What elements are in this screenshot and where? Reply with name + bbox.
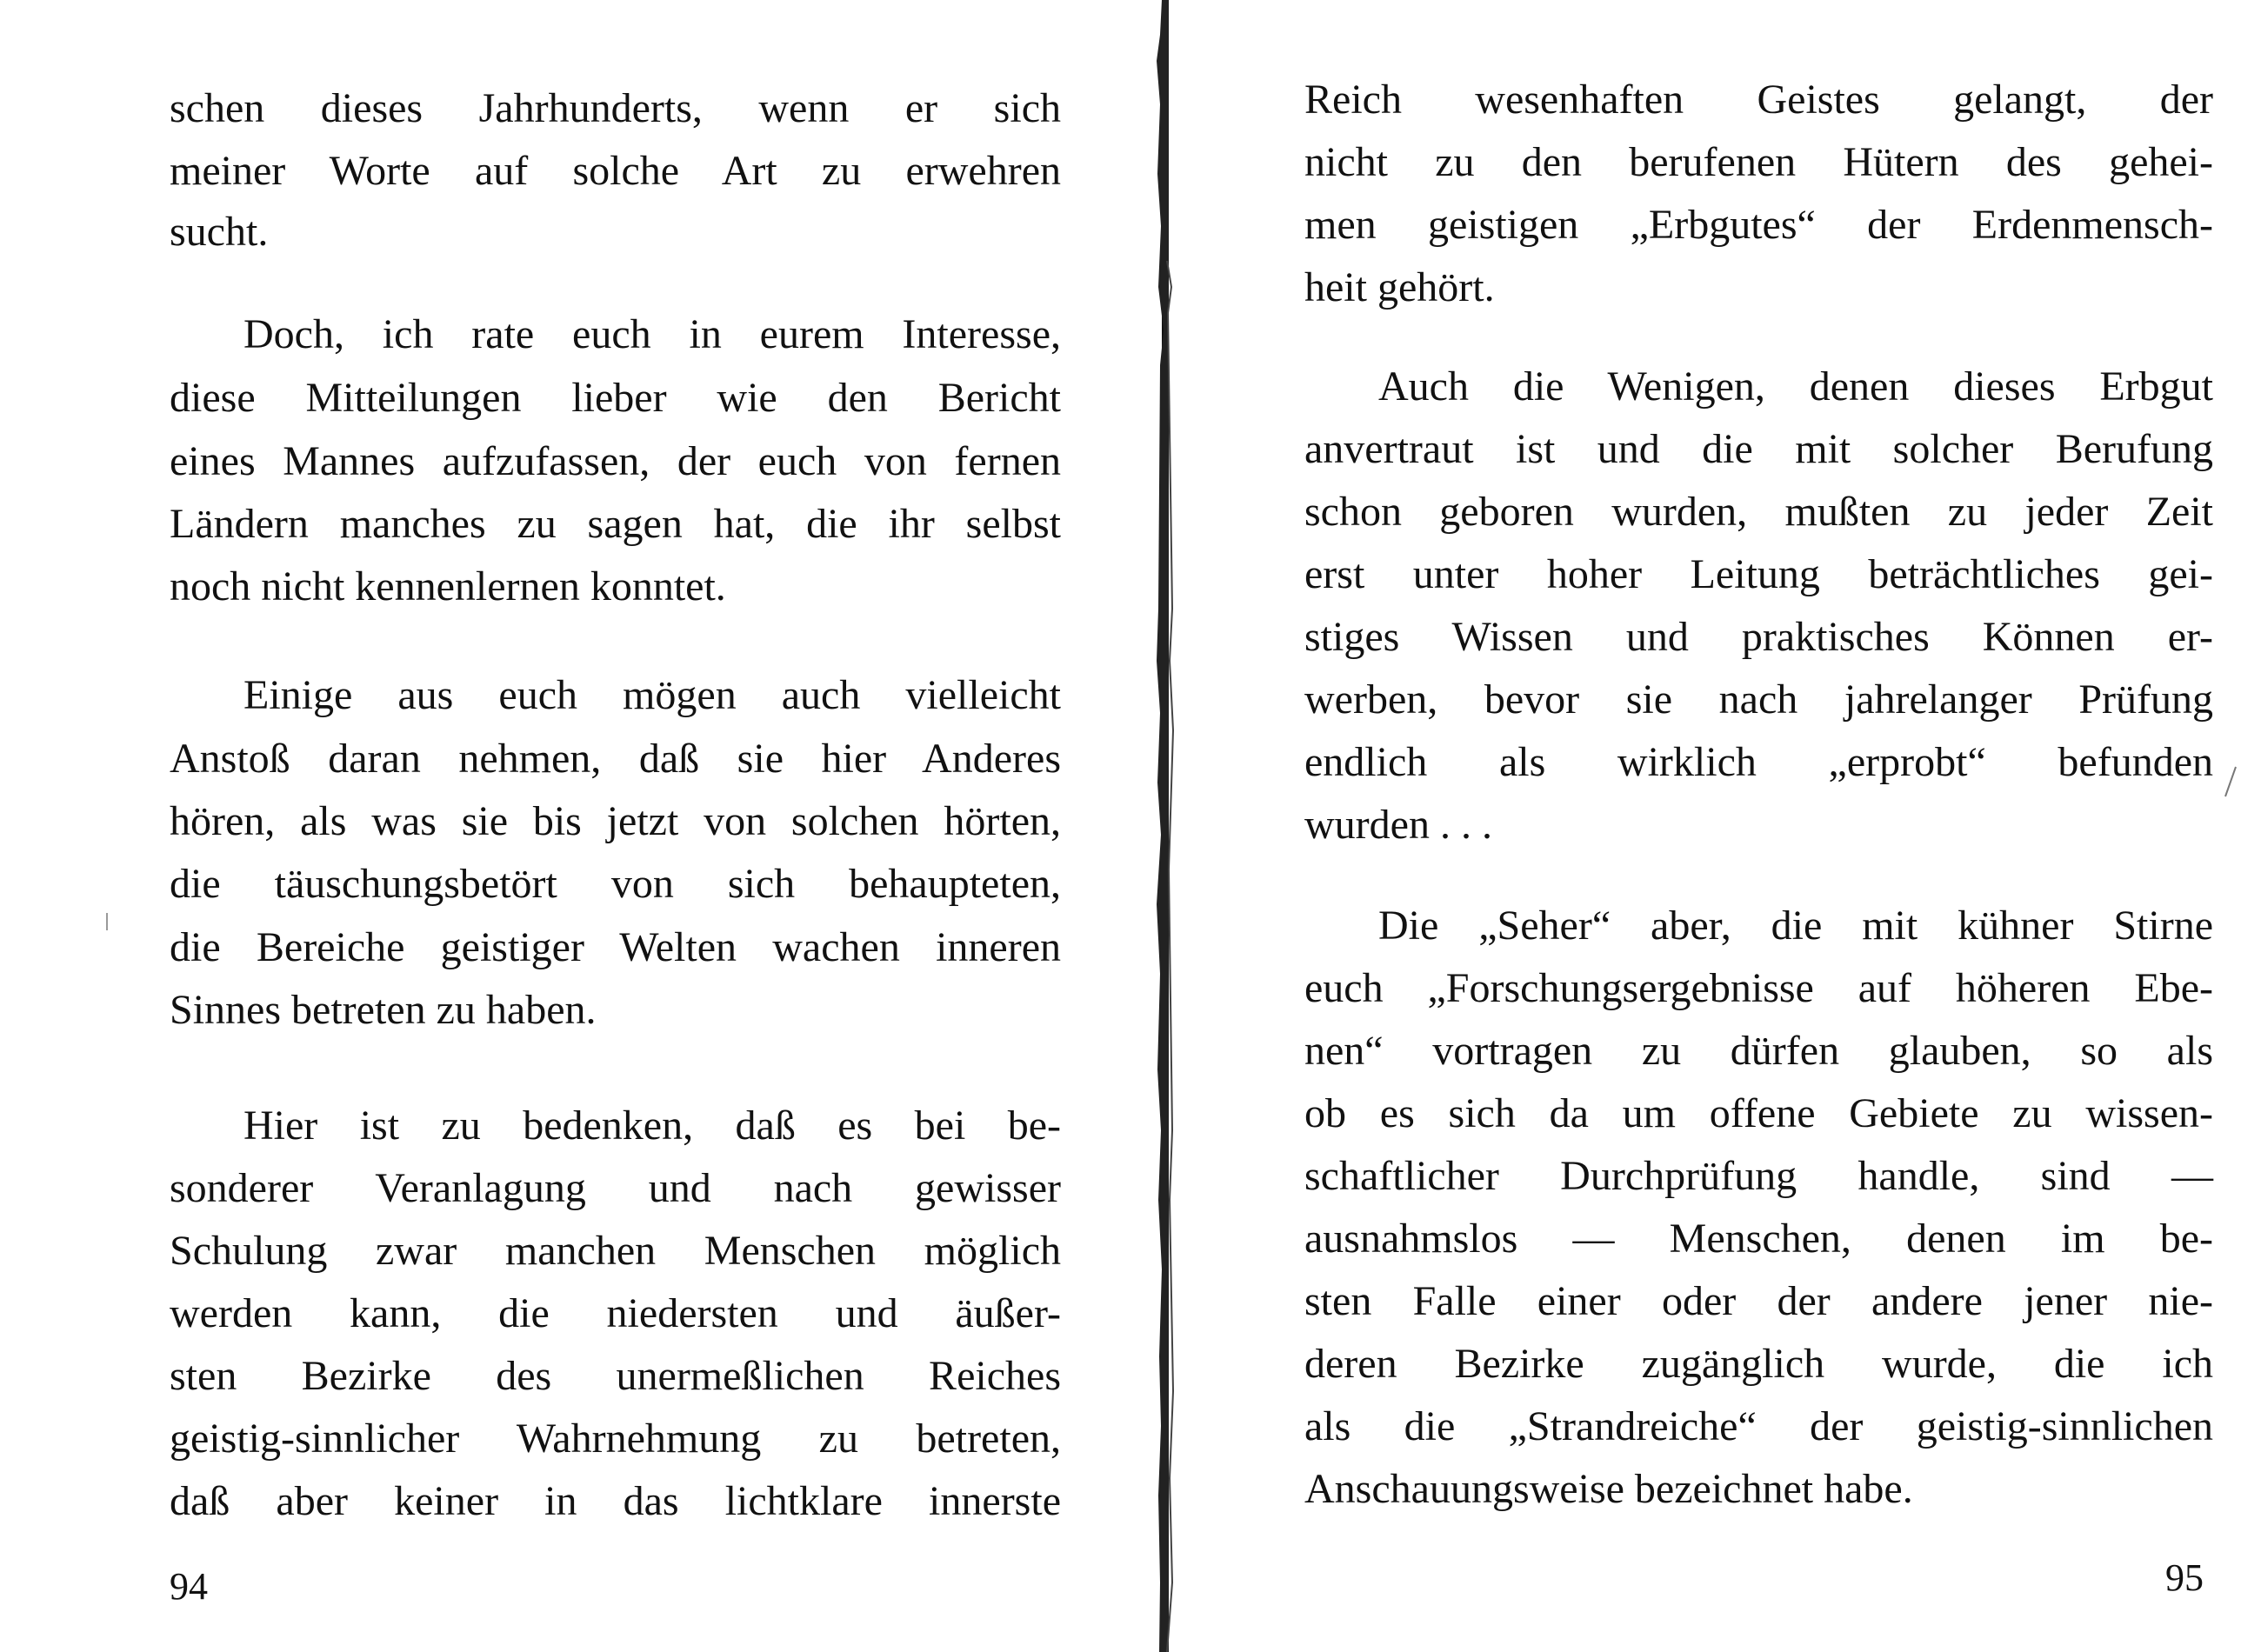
text-line: euch „Forschungsergebnisse auf höheren Ebe-	[1304, 965, 2213, 1011]
text-line: daß aber keiner in das lichtklare innerste	[170, 1478, 1061, 1524]
text-line: men geistigen „Erbgutes“ der Erdenmensch-	[1304, 202, 2213, 248]
page-number: 94	[170, 1565, 208, 1608]
text-line: schen dieses Jahrhunderts, wenn er sich	[170, 85, 1061, 131]
text-line: werden kann, die niedersten und äußer-	[170, 1290, 1061, 1336]
text-line: als die „Strandreiche“ der geistig-sinnlichen	[1304, 1403, 2213, 1449]
text-line: nicht zu den berufenen Hütern des gehei-	[1304, 139, 2213, 185]
edge-mark	[2222, 765, 2239, 800]
text-line: ob es sich da um offene Gebiete zu wissen-	[1304, 1090, 2213, 1136]
text-line: Hier ist zu bedenken, daß es bei be-	[243, 1102, 1061, 1149]
text-line: eines Mannes aufzufassen, der euch von fernen	[170, 438, 1061, 484]
text-line: sten Bezirke des unermeßlichen Reiches	[170, 1353, 1061, 1399]
text-line: anvertraut ist und die mit solcher Berufung	[1304, 426, 2213, 472]
text-line: wurden . . .	[1304, 802, 1492, 848]
text-line: Einige aus euch mögen auch vielleicht	[243, 672, 1061, 718]
text-line: Sinnes betreten zu haben.	[170, 987, 597, 1033]
text-line: schon geboren wurden, mußten zu jeder Zeit	[1304, 489, 2213, 535]
text-line: hören, als was sie bis jetzt von solchen hörten,	[170, 798, 1061, 844]
right-page	[1170, 0, 2261, 1652]
page-number: 95	[2165, 1556, 2204, 1599]
text-line: Anstoß daran nehmen, daß sie hier Anderes	[170, 736, 1061, 782]
text-line: sucht.	[170, 209, 269, 255]
text-line: endlich als wirklich „erprobt“ befunden	[1304, 739, 2213, 785]
text-line: Die „Seher“ aber, die mit kühner Stirne	[1378, 903, 2213, 949]
text-line: Ländern manches zu sagen hat, die ihr selbst	[170, 501, 1061, 547]
text-line: Doch, ich rate euch in eurem Interesse,	[243, 311, 1061, 357]
text-line: die täuschungsbetört von sich behaupteten,	[170, 861, 1061, 907]
text-line: geistig-sinnlicher Wahrnehmung zu betreten,	[170, 1416, 1061, 1462]
text-line: heit gehört.	[1304, 264, 1495, 310]
text-line: sonderer Veranlagung und nach gewisser	[170, 1165, 1061, 1211]
text-line: Schulung zwar manchen Menschen möglich	[170, 1228, 1061, 1274]
text-line: stiges Wissen und praktisches Können er-	[1304, 614, 2213, 660]
text-line: erst unter hoher Leitung beträchtliches gei-	[1304, 551, 2213, 597]
text-line: nen“ vortragen zu dürfen glauben, so als	[1304, 1028, 2213, 1074]
text-line: deren Bezirke zugänglich wurde, die ich	[1304, 1341, 2213, 1387]
text-line: die Bereiche geistiger Welten wachen inneren	[170, 924, 1061, 970]
margin-mark	[104, 913, 110, 930]
text-line: sten Falle einer oder der andere jener nie-	[1304, 1278, 2213, 1324]
text-line: Anschauungsweise bezeichnet habe.	[1304, 1466, 1913, 1512]
text-line: diese Mitteilungen lieber wie den Bericht	[170, 375, 1061, 421]
text-line: Reich wesenhaften Geistes gelangt, der	[1304, 77, 2213, 123]
text-line: ausnahmslos — Menschen, denen im be-	[1304, 1216, 2213, 1262]
text-line: noch nicht kennenlernen konntet.	[170, 563, 726, 610]
text-line: schaftlicher Durchprüfung handle, sind —	[1304, 1153, 2213, 1199]
text-line: werben, bevor sie nach jahrelanger Prüfung	[1304, 676, 2213, 723]
text-line: Auch die Wenigen, denen dieses Erbgut	[1378, 363, 2213, 410]
text-line: meiner Worte auf solche Art zu erwehren	[170, 148, 1061, 194]
